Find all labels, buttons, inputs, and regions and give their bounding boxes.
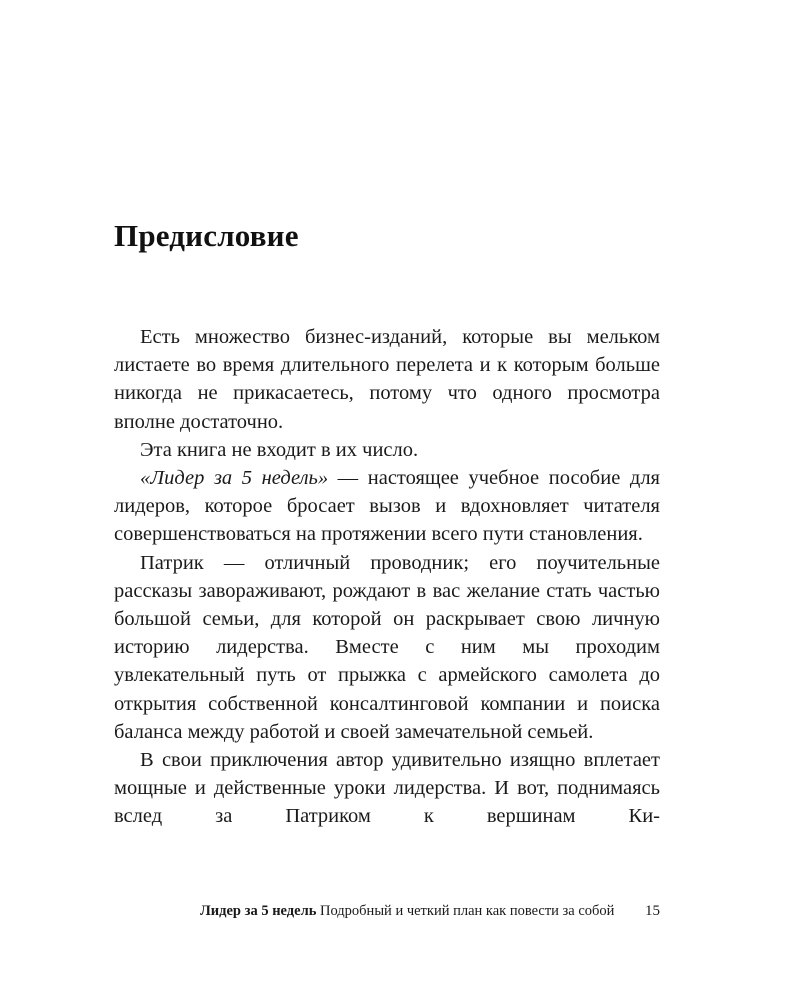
paragraph-4: Патрик — отличный проводник; его поучительные рассказы завораживают, рождают в вас желание стать частью большой семьи, для которой он раскрывает свою личную историю лидерства. Вместе с ним мы проходим увлекательный путь от прыжка с армейского самолета до открытия собственной консалтинговой компании и поиска баланса между работой и своей замечательной семьей.: [114, 551, 660, 743]
running-head-title: Лидер за 5 недель: [200, 903, 317, 919]
page-footer: [200, 903, 660, 920]
page-number: 15: [645, 903, 660, 919]
paragraph-3-text: — настоящее учебное пособие для лидеров, которое бросает вызов и вдохновляет читателя совершенствоваться на протяжении всего пути становления.: [114, 467, 660, 546]
paragraph-1: Есть множество бизнес-изданий, которые вы мельком листаете во время длительного перелета и к которым больше никогда не прикасаетесь, потому что одного просмотра вполне достаточно.: [114, 326, 660, 433]
book-title-italic: «Лидер за 5 недель»: [140, 467, 329, 490]
paragraph-3: [114, 464, 660, 549]
paragraph-2: Эта книга не входит в их число.: [140, 438, 419, 461]
paragraph-5: В свои приключения автор удивительно изящно вплетает мощные и действенные уроки лидерства. И вот, поднимаясь вслед за Патриком к вершинам Ки-: [114, 749, 660, 828]
chapter-title: Предисловие: [114, 218, 299, 253]
running-head-subtitle: Подробный и четкий план как повести за собой: [320, 903, 615, 919]
chapter-body: [114, 323, 660, 831]
